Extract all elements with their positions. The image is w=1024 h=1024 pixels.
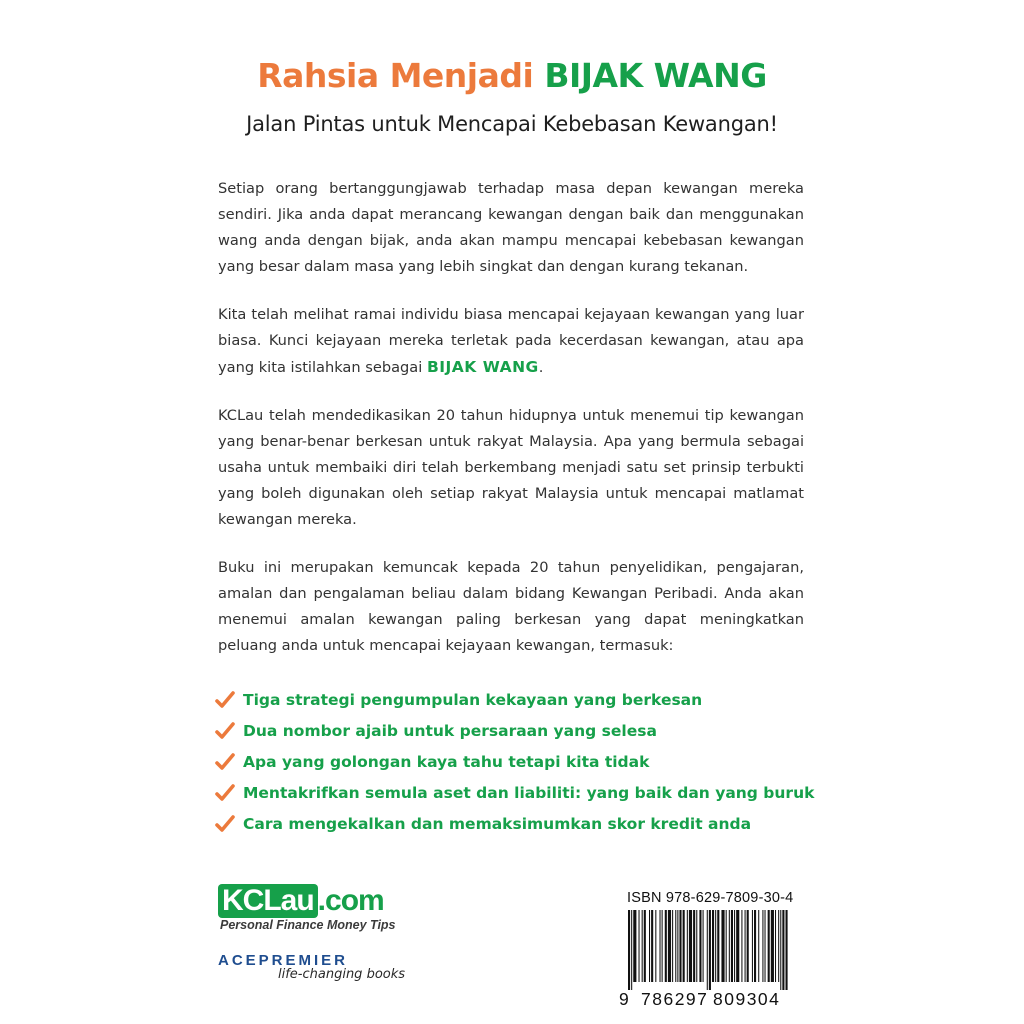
- barcode-bar: [679, 910, 681, 982]
- benefit-list: [214, 684, 834, 839]
- barcode-bar: [747, 910, 749, 982]
- barcode-bar: [780, 910, 781, 990]
- barcode-bar: [726, 910, 727, 982]
- barcode-bar: [662, 910, 663, 982]
- list-item: [214, 684, 834, 715]
- barcode-bar: [765, 910, 766, 982]
- barcode-bar: [644, 910, 646, 982]
- barcode-digit-first: 9: [619, 989, 631, 1009]
- barcode-bar: [687, 910, 688, 982]
- publisher-tagline: life-changing books: [278, 967, 406, 982]
- barcode-bar: [717, 910, 719, 982]
- barcode-bar: [734, 910, 735, 982]
- barcode-bar: [631, 910, 632, 990]
- list-item: [214, 808, 834, 839]
- barcode-bar: [775, 910, 776, 982]
- barcode-bars: [628, 910, 788, 990]
- list-item-label: Dua nombor ajaib untuk persaraan yang selesa: [243, 721, 657, 740]
- barcode-bar: [633, 910, 636, 982]
- kclau-logo: [218, 884, 396, 932]
- list-item: [214, 777, 834, 808]
- title-part-1: Rahsia Menjadi: [257, 56, 534, 95]
- check-icon: [214, 689, 236, 711]
- barcode-bar: [768, 910, 770, 982]
- highlight-bijak-wang: BIJAK WANG: [426, 358, 539, 376]
- check-icon: [214, 813, 236, 835]
- barcode-bar: [649, 910, 650, 982]
- book-subtitle: Jalan Pintas untuk Mencapai Kebebasan Kewangan!: [246, 112, 778, 136]
- kclau-logo-suffix: .com: [317, 884, 384, 917]
- barcode-bar: [745, 910, 746, 982]
- barcode-bar: [655, 910, 656, 982]
- barcode-digits-left: 786297: [641, 989, 709, 1009]
- barcode-bar: [715, 910, 716, 982]
- list-item-label: Cara mengekalkan dan memaksimumkan skor kredit anda: [243, 814, 752, 833]
- paragraph-2-tail: .: [538, 359, 544, 376]
- barcode-bar: [778, 910, 779, 982]
- barcode-bar: [731, 910, 733, 982]
- barcode-bar: [699, 910, 701, 982]
- barcode-bar: [754, 910, 756, 982]
- barcode-bar: [677, 910, 678, 982]
- barcode-bar: [709, 910, 711, 990]
- paragraph-3: KCLau telah mendedikasikan 20 tahun hidupnya untuk menemui tip kewangan yang benar-benar berkesan untuk rakyat Malaysia. Apa yang bermula sebagai usaha untuk membaiki diri telah berkembang menjadi satu set prinsip terbukti yang boleh digunakan oleh setiap rakyat Malaysia untuk mencapai matlamat kewangan mereka.: [218, 407, 804, 528]
- paragraph-2-text: Kita telah melihat ramai individu biasa mencapai kejayaan kewangan yang luar biasa. Kunci kejayaan mereka terletak pada kecerdasan kewangan, atau apa yang kita istilahkan sebagai: [218, 306, 804, 376]
- barcode-bar: [736, 910, 739, 982]
- kclau-logo-main: KCLau: [218, 884, 318, 918]
- list-item-label: Tiga strategi pengumpulan kekayaan yang berkesan: [243, 690, 703, 709]
- check-icon: [214, 720, 236, 742]
- list-item-label: Mentakrifkan semula aset dan liabiliti: yang baik dan yang buruk: [243, 783, 815, 802]
- barcode-bar: [721, 910, 724, 982]
- barcode-bar: [782, 910, 784, 990]
- barcode-bar: [693, 910, 695, 982]
- list-item-label: Apa yang golongan kaya tahu tetapi kita tidak: [243, 752, 650, 771]
- list-item: [214, 715, 834, 746]
- barcode-bar: [660, 910, 661, 982]
- title-part-2: BIJAK WANG: [544, 56, 767, 95]
- barcode-bar: [696, 910, 697, 982]
- barcode-bar: [642, 910, 643, 982]
- barcode-bar: [741, 910, 742, 982]
- check-icon: [214, 782, 236, 804]
- barcode-bar: [762, 910, 763, 982]
- list-item: [214, 746, 834, 777]
- barcode-bar: [758, 910, 759, 982]
- publisher-logo: [218, 952, 405, 982]
- kclau-tagline: Personal Finance Money Tips: [220, 918, 396, 932]
- barcode-bar: [689, 910, 692, 982]
- barcode-bar: [672, 910, 673, 982]
- book-title: [0, 56, 1024, 95]
- barcode-bar: [651, 910, 653, 982]
- barcode-bar: [729, 910, 730, 982]
- barcode-bar: [786, 910, 788, 990]
- blurb-body: [218, 176, 804, 681]
- paragraph-1: Setiap orang bertanggungjawab terhadap masa depan kewangan mereka sendiri. Jika anda dapat merancang kewangan dengan baik dan menggunakan wang anda dengan bijak, anda akan mampu mencapai kebebasan kewangan yang besar dalam masa yang lebih singkat dan dengan kurang tekanan.: [218, 180, 804, 275]
- barcode-bar: [752, 910, 753, 982]
- barcode-digits-right: 809304: [713, 989, 781, 1009]
- paragraph-2: [218, 302, 804, 381]
- check-icon: [214, 751, 236, 773]
- publisher-name: ACEPREMIER: [218, 952, 349, 969]
- barcode-bar: [707, 910, 708, 990]
- isbn-label: ISBN 978-629-7809-30-4: [627, 890, 794, 906]
- barcode-bar: [668, 910, 671, 982]
- paragraph-4: Buku ini merupakan kemuncak kepada 20 tahun penyelidikan, pengajaran, amalan dan pengalaman beliau dalam bidang Kewangan Peribadi. Anda akan menemui amalan kewangan paling berkesan yang dapat meningkatkan peluang anda untuk mencapai kejayaan kewangan, termasuk:: [218, 559, 804, 654]
- barcode-bar: [675, 910, 676, 982]
- barcode-bar: [712, 910, 714, 982]
- barcode-bar: [665, 910, 667, 982]
- barcode-bar: [703, 910, 704, 982]
- barcode-bar: [639, 910, 640, 982]
- barcode-bar: [771, 910, 774, 982]
- barcode-bar: [628, 910, 630, 990]
- barcode-bar: [683, 910, 685, 982]
